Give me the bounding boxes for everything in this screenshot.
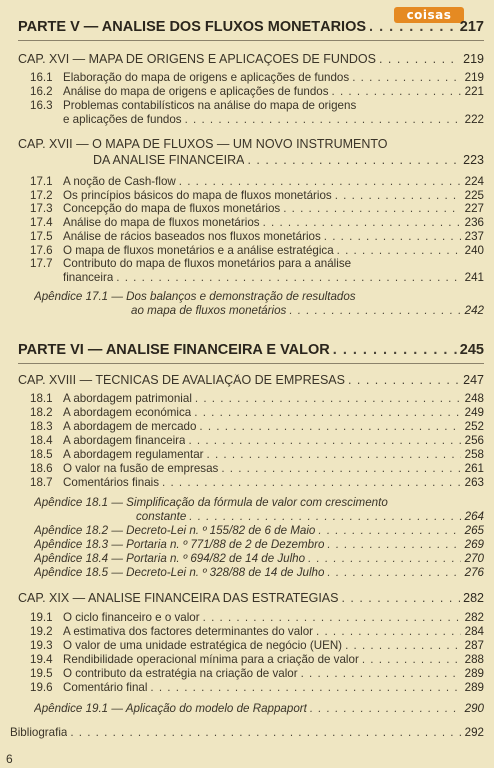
page-ref: 284	[464, 625, 484, 638]
toc-entry	[30, 654, 484, 666]
toc-entry	[30, 640, 484, 652]
section-title: A abordagem regulamentar	[63, 449, 204, 461]
leader-dots	[207, 449, 461, 461]
toc-entry	[30, 682, 484, 694]
page-ref: 240	[464, 244, 484, 257]
leader-dots	[185, 114, 461, 126]
page-ref: 219	[464, 71, 484, 84]
toc-entry	[30, 100, 484, 112]
leader-dots	[310, 703, 461, 715]
section-title: Comentário final	[63, 682, 148, 694]
toc-entry	[30, 245, 484, 257]
appendix-title: Apêndice 18.2 — Decreto-Lei n. º 155/82 de 6 de Maio	[34, 525, 316, 537]
page-ref: 290	[464, 702, 484, 715]
section-number: 18.4	[30, 434, 53, 447]
toc-entry-bibliography	[10, 727, 484, 739]
divider	[18, 363, 484, 364]
page-ref: 289	[464, 681, 484, 694]
appendix-entry	[34, 553, 484, 565]
toc-entry	[30, 407, 484, 419]
leader-dots	[70, 727, 461, 739]
toc-entry-continuation	[63, 272, 484, 284]
page-ref: 289	[464, 667, 484, 680]
chapter-heading	[18, 374, 484, 387]
page-ref: 265	[464, 524, 484, 537]
leader-dots	[162, 477, 461, 489]
leader-dots	[195, 393, 461, 405]
page-ref: 217	[459, 19, 484, 35]
page-ref: 249	[464, 406, 484, 419]
page-ref: 287	[464, 639, 484, 652]
toc-entry	[30, 449, 484, 461]
section-number: 17.6	[30, 244, 53, 257]
page-ref: 288	[464, 653, 484, 666]
section-number: 17.7	[30, 257, 53, 270]
section-title: O valor na fusão de empresas	[63, 463, 219, 475]
section-title: A abordagem económica	[63, 407, 192, 419]
leader-dots	[335, 190, 461, 202]
section-number: 19.6	[30, 681, 53, 694]
page-ref: 256	[464, 434, 484, 447]
section-title: A noção de Cash-flow	[63, 176, 176, 188]
section-number: 18.1	[30, 392, 53, 405]
leader-dots	[333, 343, 457, 358]
section-title: A abordagem patrimonial	[63, 393, 192, 405]
page-ref: 241	[464, 271, 484, 284]
section-title: Rendibilidade operacional mínima para a criação de valor	[63, 654, 359, 666]
leader-dots	[289, 305, 461, 317]
page-ref: 227	[464, 202, 484, 215]
leader-dots	[283, 203, 461, 215]
page-ref: 222	[464, 113, 484, 126]
page-ref: 247	[463, 373, 484, 387]
page-ref: 223	[463, 153, 484, 167]
section-number: 18.3	[30, 420, 53, 433]
leader-dots	[352, 72, 461, 84]
section-title-cont: e aplicações de fundos	[63, 114, 182, 126]
section-title: O valor de uma unidade estratégica de negócio (UEN)	[63, 640, 343, 652]
page-ref: 242	[464, 304, 484, 317]
section-number: 19.2	[30, 625, 53, 638]
section-number: 19.4	[30, 653, 53, 666]
leader-dots	[332, 86, 461, 98]
toc-entry	[30, 176, 484, 188]
section-title: Comentários finais	[63, 477, 160, 489]
appendix-title: Apêndice 18.1 — Simplificação da fórmula de valor com crescimento	[34, 497, 388, 509]
toc-entry	[30, 393, 484, 405]
section-number: 19.1	[30, 611, 53, 624]
section-number: 19.3	[30, 639, 53, 652]
section-title: Problemas contabilísticos na análise do mapa de origens	[63, 100, 357, 112]
section-title: Contributo do mapa de fluxos monetários para a análise	[63, 258, 352, 270]
chapter-title-cont: DA ANÁLISE FINANCEIRA	[93, 154, 245, 167]
section-title: Análise do mapa de origens e aplicações de fundos	[63, 86, 329, 98]
chapter-heading	[18, 592, 484, 605]
section-number: 18.5	[30, 448, 53, 461]
chapter-title: CAP. XVII — O MAPA DE FLUXOS — UM NOVO INSTRUMENTO	[18, 138, 388, 151]
leader-dots	[324, 231, 461, 243]
toc-entry	[30, 435, 484, 447]
leader-dots	[362, 654, 461, 666]
appendix-entry-cont	[131, 305, 484, 317]
appendix-entry	[34, 525, 484, 537]
toc-entry	[30, 626, 484, 638]
part-title: PARTE V — ANÁLISE DOS FLUXOS MONETÁRIOS	[18, 20, 367, 35]
page-ref: 282	[463, 591, 484, 605]
toc-entry	[30, 86, 484, 98]
toc-entry	[30, 612, 484, 624]
page-ref: 224	[464, 175, 484, 188]
section-title: O contributo da estratégia na criação de valor	[63, 668, 298, 680]
page-ref: 236	[464, 216, 484, 229]
section-title: Análise do mapa de fluxos monetários	[63, 217, 260, 229]
section-number: 17.1	[30, 175, 53, 188]
toc-entry	[30, 668, 484, 680]
appendix-entry	[34, 703, 484, 715]
section-number: 18.6	[30, 462, 53, 475]
toc-entry	[30, 421, 484, 433]
appendix-title-cont: constante	[136, 511, 187, 523]
page-ref: 237	[464, 230, 484, 243]
page-ref: 269	[464, 538, 484, 551]
page-ref: 245	[459, 342, 484, 358]
toc-entry	[30, 72, 484, 84]
page-ref: 248	[464, 392, 484, 405]
toc-entry	[30, 231, 484, 243]
leader-dots	[194, 407, 461, 419]
part-heading	[18, 20, 484, 35]
page-ref: 225	[464, 189, 484, 202]
page-ref: 263	[464, 476, 484, 489]
toc-entry	[30, 190, 484, 202]
section-title: O ciclo financeiro e o valor	[63, 612, 200, 624]
leader-dots	[348, 374, 460, 387]
appendix-title: Apêndice 19.1 — Aplicação do modelo de Rappaport	[34, 703, 307, 715]
leader-dots	[327, 567, 461, 579]
watermark-logo: coisas	[394, 7, 464, 23]
page-ref: 276	[464, 566, 484, 579]
leader-dots	[203, 612, 461, 624]
leader-dots	[199, 421, 461, 433]
page-number: 6	[6, 752, 13, 766]
leader-dots	[150, 682, 461, 694]
section-number: 16.2	[30, 85, 53, 98]
chapter-title: CAP. XVI — MAPA DE ORIGENS E APLICAÇÕES DE FUNDOS	[18, 53, 376, 66]
leader-dots	[345, 640, 461, 652]
chapter-title: CAP. XIX — ANÁLISE FINANCEIRA DAS ESTRATÉGIAS	[18, 592, 339, 605]
leader-dots	[116, 272, 461, 284]
leader-dots	[318, 525, 461, 537]
part-title: PARTE VI — ANÁLISE FINANCEIRA E VALOR	[18, 343, 330, 358]
section-number: 18.2	[30, 406, 53, 419]
toc-entry	[30, 477, 484, 489]
section-number: 16.1	[30, 71, 53, 84]
leader-dots	[263, 217, 461, 229]
appendix-title-cont: ao mapa de fluxos monetários	[131, 305, 287, 317]
appendix-title: Apêndice 18.4 — Portaria n. º 694/82 de 14 de Julho	[34, 553, 306, 565]
section-number: 18.7	[30, 476, 53, 489]
section-number: 19.5	[30, 667, 53, 680]
page-ref: 258	[464, 448, 484, 461]
section-number: 17.2	[30, 189, 53, 202]
toc-entry	[30, 217, 484, 229]
section-title: O mapa de fluxos monetários e a análise estratégica	[63, 245, 334, 257]
toc-entry	[30, 463, 484, 475]
leader-dots	[379, 53, 460, 66]
toc-entry	[30, 258, 484, 270]
appendix-entry-cont	[136, 511, 484, 523]
appendix-entry	[34, 497, 484, 509]
page-ref: 261	[464, 462, 484, 475]
section-title-cont: financeira	[63, 272, 114, 284]
chapter-heading	[18, 138, 484, 151]
section-title: A abordagem financeira	[63, 435, 186, 447]
section-title: A abordagem de mercado	[63, 421, 197, 433]
leader-dots	[179, 176, 461, 188]
chapter-heading	[18, 53, 484, 66]
toc-entry	[30, 203, 484, 215]
section-number: 17.3	[30, 202, 53, 215]
page-ref: 292	[464, 726, 484, 739]
leader-dots	[341, 592, 460, 605]
section-title: A estimativa dos factores determinantes do valor	[63, 626, 314, 638]
leader-dots	[337, 245, 461, 257]
leader-dots	[188, 435, 461, 447]
appendix-entry	[34, 539, 484, 551]
appendix-title: Apêndice 18.5 — Decreto-Lei n. º 328/88 de 14 de Julho	[34, 567, 325, 579]
page-ref: 252	[464, 420, 484, 433]
page-ref: 270	[464, 552, 484, 565]
divider	[18, 40, 484, 41]
page-ref: 219	[463, 52, 484, 66]
leader-dots	[247, 154, 460, 167]
chapter-heading-cont	[93, 154, 484, 167]
leader-dots	[221, 463, 461, 475]
section-title: Os princípios básicos do mapa de fluxos monetários	[63, 190, 332, 202]
section-number: 17.4	[30, 216, 53, 229]
section-number: 16.3	[30, 99, 53, 112]
appendix-title: Apêndice 18.3 — Portaria n. º 771/88 de 2 de Dezembro	[34, 539, 325, 551]
part-heading	[18, 343, 484, 358]
leader-dots	[327, 539, 461, 551]
chapter-title: CAP. XVIII — TÉCNICAS DE AVALIAÇÃO DE EMPRESAS	[18, 374, 345, 387]
leader-dots	[189, 511, 461, 523]
leader-dots	[369, 20, 457, 35]
page-ref: 264	[464, 510, 484, 523]
leader-dots	[308, 553, 461, 565]
bibliography-title: Bibliografia	[10, 727, 68, 739]
page-ref: 282	[464, 611, 484, 624]
appendix-title: Apêndice 17.1 — Dos balanços e demonstração de resultados	[34, 291, 356, 303]
leader-dots	[301, 668, 461, 680]
section-number: 17.5	[30, 230, 53, 243]
appendix-entry	[34, 567, 484, 579]
section-title: Concepção do mapa de fluxos monetários	[63, 203, 281, 215]
page-ref: 221	[464, 85, 484, 98]
leader-dots	[316, 626, 461, 638]
toc-entry-continuation	[63, 114, 484, 126]
appendix-entry	[34, 291, 484, 303]
section-title: Análise de rácios baseados nos fluxos monetários	[63, 231, 321, 243]
section-title: Elaboração do mapa de origens e aplicações de fundos	[63, 72, 350, 84]
